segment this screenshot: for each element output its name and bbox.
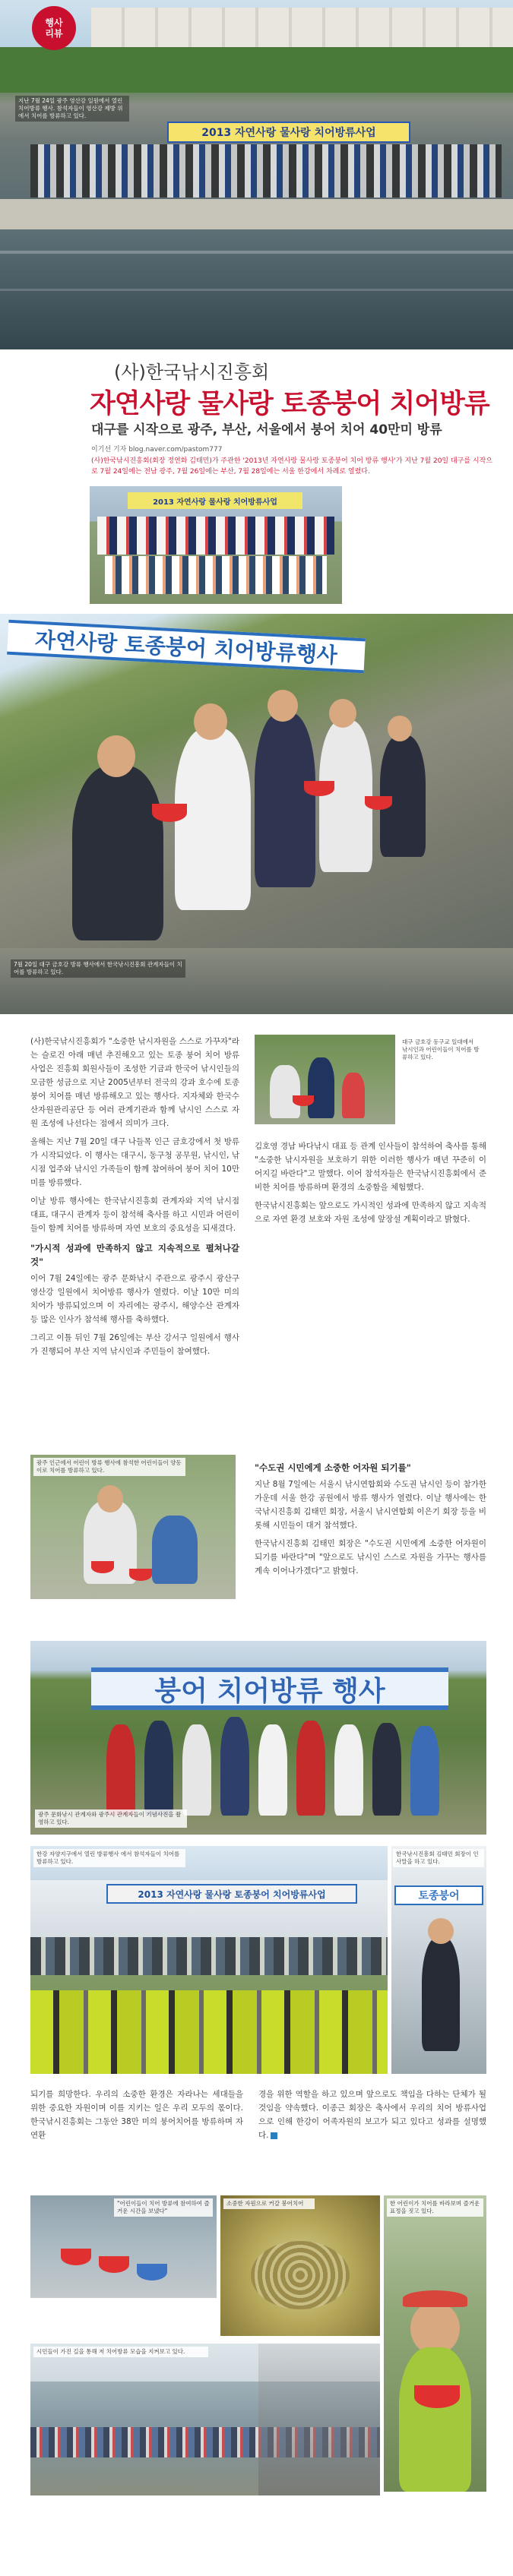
kids-release-caption-text: 대구 금호강 동구교 일대에서 낚시인과 어린이들이 치어를 방류하고 있다.	[402, 1038, 480, 1060]
col2-paragraph-2: 한국낚시진흥회는 앞으로도 가시적인 성과에 만족하지 않고 지속적으로 자연 환경 보호와 자원 조성에 앞장설 계획이라고 밝혔다.	[255, 1201, 486, 1224]
section-heading-2: "수도권 시민에게 소중한 어자원 되기를"	[255, 1462, 411, 1473]
top-banner-text: 2013 자연사랑 물사랑 치어방류사업	[201, 127, 376, 139]
child-bucket-caption	[33, 1458, 185, 1476]
group-banner-text: 2013 자연사랑 물사랑 치어방류사업	[153, 498, 277, 507]
child-portrait-photo	[384, 2195, 486, 2492]
event-review-badge	[32, 6, 76, 50]
kids-fishing-caption	[114, 2198, 213, 2217]
speaker-caption	[393, 1849, 484, 1867]
speaker-caption-text: 한국낚시진흥회 김태민 회장이 인사말을 하고 있다.	[396, 1851, 479, 1865]
article-column-2b	[255, 1455, 486, 1582]
hero-caption-text: 지난 7월 24일 광주 영산강 일원에서 열린 치어방류 행사. 참석자들이 영산강 제방 위에서 치어를 방류하고 있다.	[18, 97, 123, 119]
child-bucket-photo	[30, 1455, 236, 1599]
organization-name: (사)한국낚시진흥회	[114, 362, 270, 383]
release-banner	[7, 620, 366, 674]
han-river-caption	[33, 1849, 185, 1867]
col1b-paragraph-2: 그리고 이틀 뒤인 7월 26일에는 부산 강서구 일원에서 행사가 진행되어 부산 지역 낚시인과 주민들이 참여했다.	[30, 1333, 239, 1356]
intro-paragraph: (사)한국낚시진흥회(회장 정연화 김태민)가 주관한 '2013년 자연사랑 물사랑 토종붕어 치어 방류 행사'가 지난 7월 20일 대구를 시작으로 7월 24일에는 전남 광주, 7월 26일에는 부산, 7월 28일에는 서울 한강에서 차례로 열렸다.	[91, 457, 492, 476]
kids-release-photo	[255, 1035, 395, 1124]
article-title: 자연사랑 물사랑 토종붕어 치어방류	[90, 389, 489, 419]
fish-fry-caption-text: 소중한 자원으로 커갈 붕어치어	[226, 2200, 304, 2207]
release-banner-text: 자연사랑 토종붕어 치어방류행사	[34, 627, 338, 668]
closing-left-text: 되기를 희망한다. 우리의 소중한 환경은 자라나는 세대들을 위한 중요한 자원이며 이를 지키는 일은 우리 모두의 몫이다. 한국낚시진흥회는 그동안 38만 미의 붕어치어를 방류하며 자연환	[30, 2090, 243, 2140]
article-column-2	[255, 1139, 486, 1231]
col1-paragraph-1: (사)한국낚시진흥회가 "소중한 낚시자원을 스스로 가꾸자"라는 슬로건 아래 매년 추진해오고 있는 토종 붕어 치어 방류 사업은 진흥회 회원사들이 조성한 기금과 한국어 낚시인들의 모금한 성금으로 지난 2005년부터 전국의 강과 호수에 토종 붕어 치어를 매년 방류해오고 있는 행사다. 지자체와 한국수산자원관리공단 등 여러 관계기관과 함께 낚시인 스스로 자원 조성에 나선다는 점에서 의미가 크다.	[30, 1037, 239, 1128]
riverside-crowd-caption	[33, 2347, 208, 2357]
kids-fishing-photo	[30, 2195, 217, 2298]
speaker-banner	[394, 1885, 483, 1905]
section-heading-1: "가시적 성과에 만족하지 않고 지속적으로 펼쳐나갈 것"	[30, 1243, 239, 1267]
col2b-paragraph-2: 한국낚시진흥회 김태민 회장은 "수도권 시민에게 소중한 어자원이 되기를 바란다"며 "앞으로도 낚시인 스스로 자원을 가꾸는 행사를 계속 이어나가겠다"고 밝혔다.	[255, 1539, 486, 1576]
badge-label: 행사 리뷰	[45, 17, 63, 39]
release-caption	[11, 959, 185, 978]
closing-left	[30, 2088, 243, 2147]
author-byline: 이기선 기자 blog.naver.com/pastom777	[91, 446, 223, 454]
end-mark-icon	[271, 2132, 277, 2139]
col2b-paragraph-1: 지난 8월 7일에는 서울시 낚시연합회와 수도권 낚시인 등이 참가한 가운데 서울 한강 공원에서 방류 행사가 열렸다. 이날 행사에는 한국낚시진흥회 김태민 회장, 서울시 낚시연합회 이은기 회장 등을 비롯해 시민들이 대거 참석했다.	[255, 1480, 486, 1530]
fish-fry-caption	[223, 2198, 315, 2209]
fish-release-banner	[91, 1667, 448, 1710]
group-banner	[128, 492, 302, 509]
han-river-banner	[106, 1884, 357, 1904]
fish-release-banner-text: 붕어 치어방류 행사	[154, 1675, 385, 1707]
riverside-crowd-photo	[30, 2344, 380, 2495]
speaker-banner-text: 토종붕어	[418, 1890, 460, 1902]
article-subtitle: 대구를 시작으로 광주, 부산, 서울에서 붕어 치어 40만미 방류	[91, 422, 442, 438]
banner-group-caption-text: 광주 문화낚시 관계자와 광주시 관계자들이 기념사진을 촬영하고 있다.	[38, 1811, 182, 1825]
han-river-photo	[30, 1846, 388, 2074]
kids-release-caption	[399, 1037, 483, 1063]
closing-right-text: 경을 위한 역할을 하고 있으며 앞으로도 책임을 다하는 단체가 될 것임을 약속했다. 이종근 회장은 축사에서 우리의 치어 방류사업으로 인해 한강이 어족자원의 보고가 되고 있다고 성과를 설명했다.	[258, 2090, 486, 2140]
child-portrait-caption-text: 한 어린이가 치어를 바라보며 즐거운 표정을 짓고 있다.	[390, 2200, 480, 2214]
top-event-banner	[167, 122, 410, 143]
hero-photo	[0, 0, 513, 349]
han-river-caption-text: 한강 자양지구에서 열린 방류행사 에서 참석자들이 치어를 방류하고 있다.	[36, 1851, 180, 1865]
riverside-crowd-caption-text: 시민들이 가진 길을 통해 저 치어방류 모습을 지켜보고 있다.	[36, 2348, 185, 2355]
banner-group-photo	[30, 1641, 486, 1835]
article-column-1	[30, 1035, 239, 1363]
speaker-photo	[391, 1846, 486, 2074]
kids-fishing-caption-text: "어린이들이 치어 방류에 참여하여 즐거운 시간을 보냈다"	[117, 2200, 210, 2214]
col2-paragraph-1: 김호영 경남 바다낚시 대표 등 관계 인사들이 참석하여 축사를 통해 "소중한 낚시자원을 보호하기 위한 이러한 행사가 매년 꾸준히 이어지길 바란다"고 말했다. 이어 참석자들은 한국낚시진흥회에서 준비한 치어를 방류하며 환경의 소중함을 체험했다.	[255, 1142, 486, 1192]
child-bucket-caption-text: 광주 인근에서 어린이 방류 행사에 참석한 어린이들이 양동이로 치어를 방류하고 있다.	[36, 1459, 182, 1474]
release-caption-text: 7월 20일 대구 금호강 방류 행사에서 한국낚시진흥회 관계자들이 치어를 방류하고 있다.	[14, 961, 182, 975]
col1-paragraph-2: 올해는 지난 7월 20일 대구 나들목 인근 금호강에서 첫 방류가 시작되었다. 이 행사는 대구시, 동구청 공무원, 낚시인, 낚시점 업주와 낚시인 가족들이 함께 참여하여 붕어 치어 10만 미를 방류했다.	[30, 1137, 239, 1187]
child-portrait-caption	[387, 2198, 483, 2217]
col1b-paragraph-1: 이어 7월 24일에는 광주 문화낚시 주관으로 광주시 광산구 영산강 일원에서 치어방류 행사가 열렸다. 이날 10만 미의 치어가 방류되었으며 이 자리에는 광주시, 해양수산 관계자 등 많은 인사가 참석해 행사를 축하했다.	[30, 1274, 239, 1324]
banner-group-caption	[35, 1810, 187, 1828]
col1-paragraph-3: 이날 방류 행사에는 한국낚시진흥회 관계자와 지역 낚시점 대표, 대구시 관계자 등이 참석해 축사를 하고 시민과 어린이들이 함께 치어를 방류하며 자연 보호의 중요성을 되새겼다.	[30, 1196, 239, 1233]
group-photo	[90, 486, 342, 604]
release-photo	[0, 614, 513, 1014]
fish-fry-photo	[220, 2195, 380, 2336]
closing-right	[258, 2088, 486, 2147]
han-river-banner-text: 2013 자연사랑 물사랑 토종붕어 치어방류사업	[138, 1889, 326, 1900]
hero-caption	[15, 96, 129, 122]
